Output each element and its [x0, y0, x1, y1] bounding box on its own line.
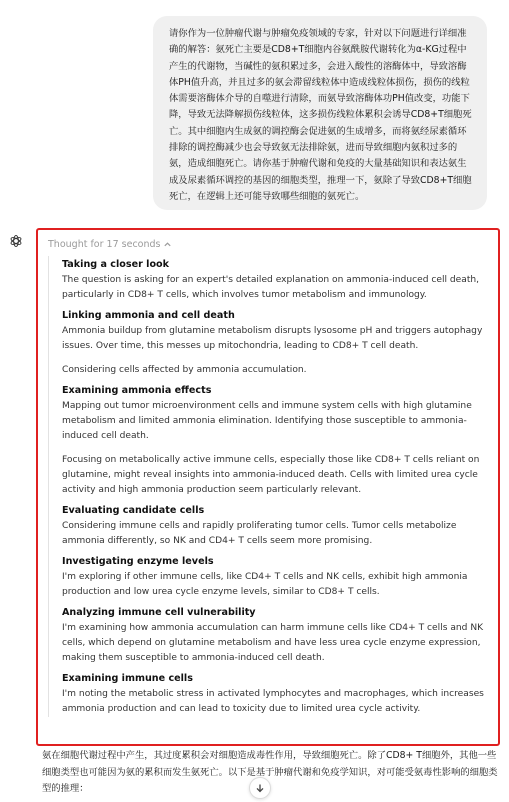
thought-body: [48, 256, 490, 717]
thought-toggle[interactable]: [46, 237, 490, 251]
thought-paragraph: I'm exploring if other immune cells, like CD4+ T cells and NK cells, exhibit high ammonia production and low urea cycle enzyme levels, similar to CD8+ T cells.: [62, 572, 468, 597]
thought-paragraph: Considering cells affected by ammonia accumulation.: [62, 365, 307, 375]
scroll-down-button[interactable]: [249, 777, 271, 799]
response-text: 氨在细胞代谢过程中产生，其过度累积会对细胞造成毒性作用，导致细胞死亡。除了CD8+ T细胞外，其他一些细胞类型也可能因为氨的累积而发生氨死亡。以下是基于肿瘤代谢和免疫学知识，对可能受氨毒性影响的细胞类型的推理：: [42, 750, 498, 794]
thought-section-title: Examining immune cells: [62, 673, 193, 684]
thought-section-title: Taking a closer look: [62, 259, 170, 270]
thought-paragraph: The question is asking for an expert's detailed explanation on ammonia-induced cell death, particularly in CD8+ T cells, which involves tumor metabolism and immunology.: [62, 275, 480, 300]
thought-paragraph: Considering immune cells and rapidly proliferating tumor cells. Tumor cells metabolize ammonia differently, so NK and CD4+ T cells seem more promising.: [62, 521, 457, 546]
thought-section-title: Linking ammonia and cell death: [62, 310, 235, 321]
thought-paragraph: Mapping out tumor microenvironment cells and immune system cells with high glutamine metabolism and limited ammonia elimination. Identifying those susceptible to ammonia-induced cell death.: [62, 401, 472, 441]
thought-panel: [36, 228, 500, 746]
thought-section-title: Examining ammonia effects: [62, 385, 212, 396]
thought-paragraph: I'm examining how ammonia accumulation can harm immune cells like CD4+ T cells and NK cells, which depend on glutamine metabolism and have less urea cycle enzyme expression, making them susceptible to ammonia-induced cell death.: [62, 623, 484, 663]
thought-paragraph: Ammonia buildup from glutamine metabolism disrupts lysosome pH and triggers autophagy issues. Over time, this messes up mitochondria, leading to CD8+ T cell death.: [62, 326, 483, 351]
chevron-up-icon: [163, 240, 172, 249]
thought-paragraph: I'm noting the metabolic stress in activated lymphocytes and macrophages, which increases ammonia production and can lead to toxicity due to limited urea cycle activity.: [62, 689, 484, 714]
user-message-bubble: [153, 16, 487, 210]
thought-section-title: Analyzing immune cell vulnerability: [62, 607, 256, 618]
openai-logo-icon: [9, 234, 23, 248]
thought-label: Thought for 17 seconds: [48, 238, 161, 250]
assistant-response: [42, 748, 502, 798]
user-message-text: 请你作为一位肿瘤代谢与肿瘤免疫领域的专家，针对以下问题进行详细准确的解答：氨死亡主要是CD8+T细胞内谷氨酰胺代谢转化为α-KG过程中产生的代谢物，当碱性的氨积累过多，会进入酸性的溶酶体中，导致溶酶体PH值升高，并且过多的氨会滞留线粒体中造成线粒体损伤，损伤的线粒体需要溶酶体介导的自噬进行清除，而氨导致溶酶体功PH值改变，功能下降，导致无法降解损伤线粒体，这多损伤线粒体累积会诱导CD8+T细胞死亡。其中细胞内生成氨的调控酶会促进氨的生成增多，而将氨经尿素循环排除的调控酶减少也会导致氨无法排除氨，进而导致细胞内氨积过多的氨，造成细胞死亡。请你基于肿瘤代谢和免疫的大量基础知识和表达氨生成及尿素循环调控的基因的细胞类型，推理一下，氨除了导致CD8+T细胞死亡，在逻辑上还可能导致哪些细胞的氨死亡。: [169, 28, 472, 202]
thought-section-title: Evaluating candidate cells: [62, 505, 205, 516]
arrow-down-icon: [255, 783, 265, 793]
thought-paragraph: Focusing on metabolically active immune cells, especially those like CD8+ T cells reliant on glutamine, might reveal insights into ammonia-induced death. Cells with limited urea cycle activity and high ammonia production seem particularly relevant.: [62, 455, 480, 495]
thought-section-title: Investigating enzyme levels: [62, 556, 214, 567]
